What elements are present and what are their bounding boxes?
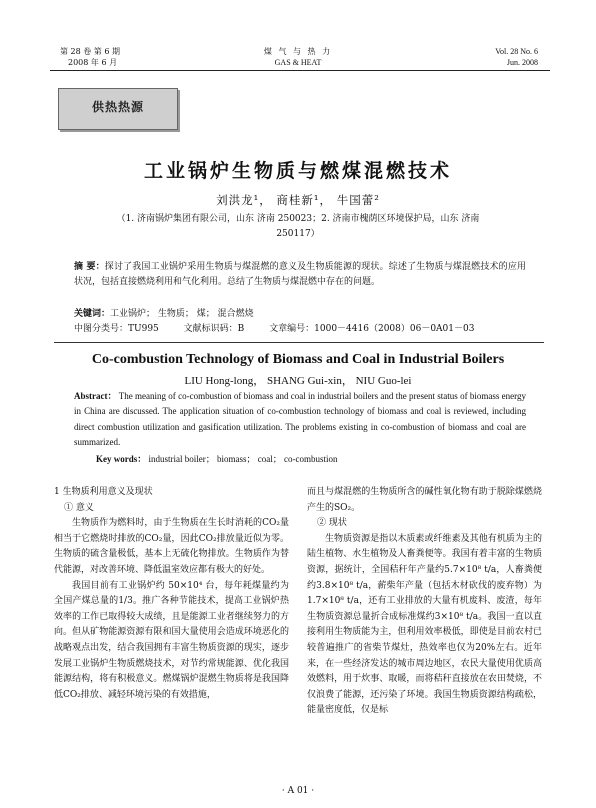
- paragraph: 生物质资源是指以木质素或纤维素及其他有机质为主的陆生植物、水生植物及人畜粪便等。我国有着丰富的生物质资源，据统计，全国秸秆年产量约5.7×10⁸ t/a，人畜粪便约3.8×10⁸ t/a，薪柴年产量（包括木材砍伐的废弃物）为1.7×10⁸ t/a，还有工业排放的大量有机废料、废渣，每年生物质资源总量折合成标准煤约3×10⁸ t/a。我国一直以直接利用生物质能为主，但利用效率极低，即使是目前农村已较普遍推广的省柴节煤灶，热效率也仅为20%左右。近年来，在一些经济发达的城市周边地区，农民大量使用优质高效燃料，用于炊事、取暖，而将秸秆直接放在农田焚烧，不仅浪费了能源，还污染了环境。我国生物质资源结构疏松，能量密度低，仅是标: [307, 533, 542, 716]
- page-number: · A 01 ·: [281, 786, 315, 796]
- abstract-separator: [54, 342, 544, 343]
- authors-en: LIU Hong-long， SHANG Gui-xin， NIU Guo-lei: [184, 375, 412, 387]
- paragraph: 生物质作为燃料时，由于生物质在生长时消耗的CO₂量相当于它燃烧时排放的CO₂量，因此CO₂排放量近似为零。生物质的硫含量极低，基本上无硫化物排放。生物质作为替代能源，对改善环境、降低温室效应都有极大的好处。: [54, 518, 289, 575]
- header-rule: [50, 70, 550, 71]
- header-volume-cn: 第 28 卷 第 6 期: [60, 47, 120, 56]
- header-volume-en: [495, 46, 538, 68]
- paragraph: 而且与煤混燃的生物质所含的碱性氧化物有助于脱除煤燃烧产生的SO₂。: [307, 487, 542, 513]
- header-date-cn: 2008 年 6 月: [68, 58, 118, 67]
- journal-name-en: GAS & HEAT: [274, 58, 322, 67]
- section-tag-box: [58, 88, 178, 130]
- abstract-cn: [74, 260, 526, 290]
- section-tag: 供热热源: [91, 100, 144, 114]
- subsection-heading-status: ② 现状: [317, 518, 347, 529]
- section-heading-1: 1 生物质利用意义及现状: [54, 487, 153, 497]
- abstract-en-text: The meaning of co-combustion of biomass and coal in industrial boilers and the present status of biomass energy in China are discussed. The application situation of co-combustion technology of biomass and coal is reviewed, including direct combustion utilization and gasification utilization. The problems existing in co-combustion of biomass and coal are summarized.: [74, 391, 526, 448]
- keywords-en: [96, 452, 337, 465]
- affiliation-cn: （1. 济南锅炉集团有限公司，山东 济南 250023；2. 济南市槐荫区环境保护局，山东 济南 250117）: [116, 214, 480, 239]
- date-en: Jun. 2008: [506, 58, 538, 67]
- document-code: 文献标识码：B: [183, 324, 245, 334]
- classification-line: [74, 321, 496, 334]
- clc-number: 中图分类号：TU995: [74, 324, 159, 334]
- keywords-cn: [74, 306, 254, 319]
- journal-name-cn: 煤 气 与 热 力: [263, 47, 333, 56]
- body-column-left: [54, 485, 289, 703]
- paper-title-cn: 工业锅炉生物质与燃煤混燃技术: [143, 160, 452, 182]
- article-number: 文章编号：1000－4416（2008）06－0A01－03: [269, 324, 475, 334]
- keywords-cn-text: 工业锅炉； 生物质； 煤； 混合燃烧: [110, 309, 254, 319]
- volume-en: Vol. 28 No. 6: [495, 47, 538, 56]
- keywords-cn-label: 关键词：: [74, 309, 111, 319]
- paper-title-en: Co-combustion Technology of Biomass and Coal in Industrial Boilers: [91, 352, 505, 367]
- keywords-en-text: industrial boiler； biomass； coal； co-combustion: [148, 454, 338, 464]
- abstract-en: [74, 389, 526, 451]
- abstract-cn-text: 探讨了我国工业锅炉采用生物质与煤混燃的意义及生物质能源的现状。综述了生物质与煤混燃技术的应用状况，包括直接燃烧利用和气化利用。总结了生物质与煤混燃中存在的问题。: [74, 262, 526, 287]
- body-column-right: [307, 485, 542, 719]
- keywords-en-label: Key words：: [96, 454, 147, 464]
- authors-cn: 刘洪龙¹， 商桂新¹， 牛国蕾²: [216, 193, 380, 207]
- abstract-cn-label: 摘 要：: [74, 262, 105, 272]
- subsection-heading-meaning: ① 意义: [64, 502, 94, 513]
- paragraph: 我国目前有工业锅炉约 50×10⁴ 台，每年耗煤量约为全国产煤总量的1/3。推广各种节能技术，提高工业锅炉热效率的工作已取得较大成绩，且是能源工业者继续努力的方向。但从矿物能源资源有限和国大量使用会造成环境恶化的战略观点出发，结合我国拥有丰富生物质资源的现实，逐步发展工业锅炉生物质燃烧技术，对节约常规能源、优化我国能源结构，将有积极意义。燃煤锅炉混燃生物质将是我国降低CO₂排放、减轻环境污染的有效措施，: [54, 580, 289, 700]
- abstract-en-label: Abstract：: [74, 391, 117, 401]
